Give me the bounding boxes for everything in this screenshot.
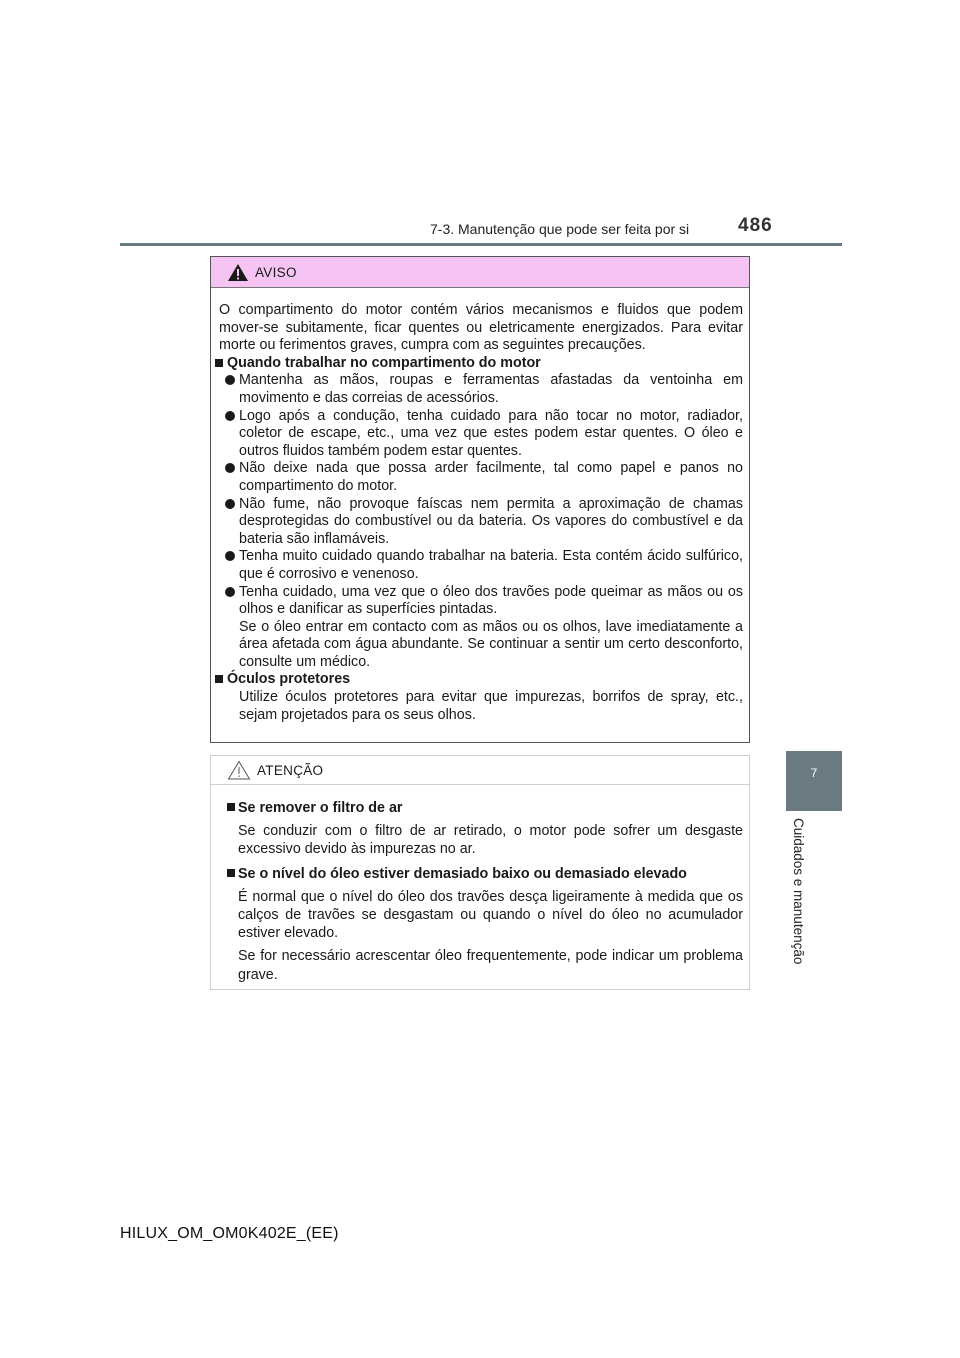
caution-header (211, 756, 749, 785)
chapter-tab-number: 7 (810, 766, 818, 780)
chapter-tab-label: Cuidados e manutenção (791, 818, 806, 965)
caution-section-text: Se for necessário acrescentar óleo frequentemente, pode indicar um problema grave. (238, 948, 743, 983)
caution-section-title: Se o nível do óleo estiver demasiado baixo ou demasiado elevado (219, 865, 743, 883)
section-header: 7-3. Manutenção que pode ser feita por si (430, 221, 690, 237)
warning-box (210, 256, 750, 743)
warning-title: AVISO (255, 264, 297, 280)
caution-title: ATENÇÃO (257, 762, 324, 778)
caution-section-text: Se conduzir com o filtro de ar retirado, o motor pode sofrer um desgaste excessivo devido às impurezas no ar. (238, 823, 743, 858)
caution-body (211, 785, 749, 984)
warning-section-title: Quando trabalhar no compartimento do motor (219, 355, 743, 373)
warning-section-text: Utilize óculos protetores para evitar que impurezas, borrifos de spray, etc., sejam projetados para os seus olhos. (239, 689, 743, 723)
warning-bullet: Não fume, não provoque faíscas nem permita a aproximação de chamas desprotegidas do combustível ou da bateria. Os vapores do combustível e da bateria são inflamáveis. (219, 496, 743, 549)
document-code: HILUX_OM_OM0K402E_(EE) (120, 1225, 339, 1242)
warning-bullet: Logo após a condução, tenha cuidado para não tocar no motor, radiador, coletor de escape, etc., uma vez que estes podem estar quentes. O óleo e outros fluidos também podem estar quentes. (219, 408, 743, 461)
warning-triangle-icon (227, 263, 249, 282)
header-rule (120, 243, 842, 246)
warning-bullet: Tenha muito cuidado quando trabalhar na bateria. Esta contém ácido sulfúrico, que é corrosivo e venenoso. (219, 548, 743, 583)
warning-body (211, 288, 749, 724)
caution-triangle-icon (227, 760, 251, 780)
warning-section-title: Óculos protetores (219, 671, 743, 689)
caution-section-title: Se remover o filtro de ar (219, 799, 743, 817)
page-number: 486 (738, 215, 773, 236)
warning-bullet: Tenha cuidado, uma vez que o óleo dos travões pode queimar as mãos ou os olhos e danificar as superfícies pintadas. (219, 584, 743, 619)
warning-bullet: Não deixe nada que possa arder facilmente, tal como papel e panos no compartimento do motor. (219, 460, 743, 495)
caution-section-text: É normal que o nível do óleo dos travões desça ligeiramente à medida que os calços de travões se desgastam ou quando o nível do óleo no acumulador estiver elevado. (238, 888, 743, 942)
caution-box (210, 755, 750, 990)
warning-bullet-continuation: Se o óleo entrar em contacto com as mãos ou os olhos, lave imediatamente a área afetada com água abundante. Se continuar a sentir um certo desconforto, consulte um médico. (239, 618, 743, 670)
warning-bullet: Mantenha as mãos, roupas e ferramentas afastadas da ventoinha em movimento e das correias de acessórios. (219, 372, 743, 407)
warning-intro: O compartimento do motor contém vários mecanismos e fluidos que podem mover-se subitamente, ficar quentes ou eletricamente energizados. Para evitar morte ou ferimentos graves, cumpra com as seguintes precauções. (219, 302, 743, 354)
chapter-tab (786, 751, 842, 811)
warning-header (211, 257, 749, 288)
